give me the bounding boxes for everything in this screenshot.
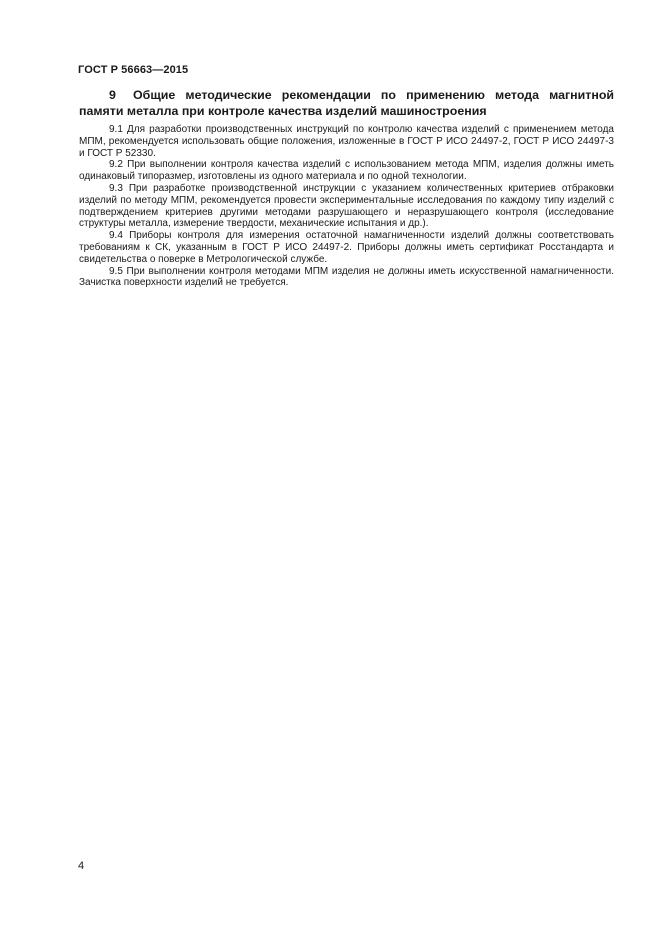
- section-number: 9: [109, 88, 116, 102]
- section-body: [79, 124, 614, 289]
- section-heading: [79, 87, 614, 119]
- paragraph-9-3: 9.3 При разработке производственной инструкции с указанием количественных критериев отбраковки изделий по методу МПМ, рекомендуется провести экспериментальные исследования по каждому типу изделий с подтверждением критериев другими методами разрушающего и неразрушающего контроля (исследование структуры металла, измерение твердости, механические испытания и др.).: [79, 182, 614, 230]
- paragraph-9-5: 9.5 При выполнении контроля методами МПМ изделия не должны иметь искусственной намагниченности. Зачистка поверхности изделий не требуется.: [79, 265, 614, 289]
- section-title: Общие методические рекомендации по применению метода магнитной памяти металла при контроле качества изделий машиностроения: [79, 88, 615, 118]
- paragraph-9-1: 9.1 Для разработки производственных инструкций по контролю качества изделий с применением метода МПМ, рекомендуется использовать общие положения, изложенные в ГОСТ Р ИСО 24497-2, ГОСТ Р ИСО 24497-3 и ГОСТ Р 52330.: [79, 124, 614, 159]
- paragraph-9-2: 9.2 При выполнении контроля качества изделий с использованием метода МПМ, изделия должны иметь одинаковый типоразмер, изготовлены из одного материала и по одной технологии.: [79, 159, 614, 183]
- document-header: ГОСТ Р 56663—2015: [78, 64, 189, 76]
- paragraph-9-4: 9.4 Приборы контроля для измерения остаточной намагниченности изделий должны соответствовать требованиям к СК, указанным в ГОСТ Р ИСО 24497-2. Приборы должны иметь сертификат Росстандарта и свидетельства о поверке в Метрологической службе.: [79, 230, 614, 265]
- page-number: 4: [78, 860, 85, 872]
